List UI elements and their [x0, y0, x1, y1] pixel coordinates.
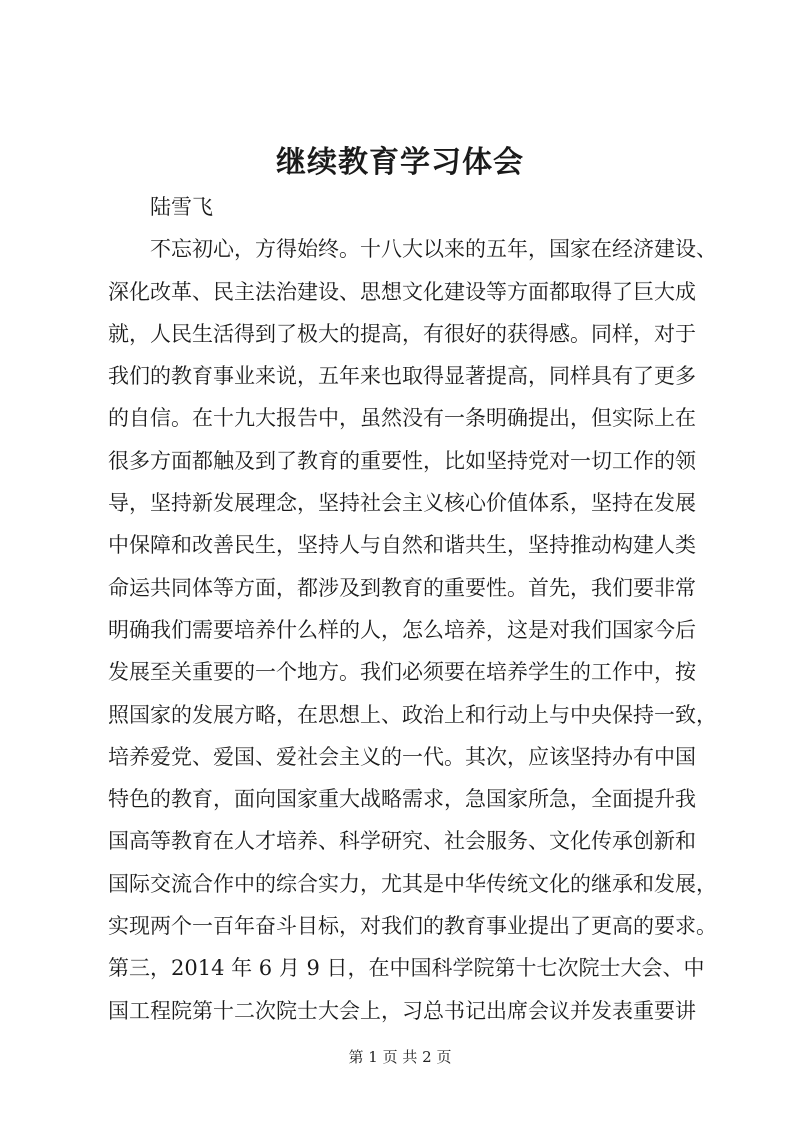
paragraph-line: [108, 313, 708, 355]
paragraph-text: 实现两个一百年奋斗目标，对我们的教育事业提出了更高的要求。: [108, 914, 717, 939]
paragraph-text: 照国家的发展方略，在思想上、政治上和行动上与中央保持一致，: [108, 702, 717, 727]
page-indicator: 第 1 页 共 2 页: [348, 1048, 452, 1066]
document-body: [108, 186, 717, 1032]
author-name: 陆雪飞: [150, 195, 213, 219]
paragraph-line: [108, 863, 717, 905]
paragraph-line: [108, 482, 708, 524]
paragraph-text: 的自信。在十九大报告中，虽然没有一条明确提出，但实际上在: [108, 406, 696, 431]
paragraph-text: 第三，2014 年 6 月 9 日，在中国科学院第十七次院士大会、中: [108, 956, 705, 981]
paragraph-line: [108, 524, 708, 566]
paragraph-line: [108, 905, 717, 947]
paragraph-text: 明确我们需要培养什么样的人，怎么培养，这是对我们国家今后: [108, 617, 696, 642]
paragraph-line: [108, 778, 708, 820]
paragraph-text: 培养爱党、爱国、爱社会主义的一代。其次，应该坚持办有中国: [108, 744, 696, 769]
paragraph-text: 特色的教育，面向国家重大战略需求，急国家所急，全面提升我: [108, 787, 696, 812]
paragraph-text: 国际交流合作中的综合实力，尤其是中华传统文化的继承和发展，: [108, 871, 717, 896]
paragraph-line: [108, 567, 708, 609]
author-line: [108, 186, 708, 228]
paragraph-text: 命运共同体等方面，都涉及到教育的重要性。首先，我们要非常: [108, 575, 696, 600]
paragraph-line: [108, 609, 708, 651]
paragraph-text: 发展至关重要的一个地方。我们必须要在培养学生的工作中，按: [108, 660, 696, 685]
paragraph-text: 国高等教育在人才培养、科学研究、社会服务、文化传承创新和: [108, 829, 696, 854]
paragraph-line: [108, 990, 708, 1032]
paragraph-line: [108, 820, 708, 862]
paragraph-line: [108, 397, 708, 439]
paragraph-text: 我们的教育事业来说，五年来也取得显著提高，同样具有了更多: [108, 364, 696, 389]
paragraph-line: [108, 271, 708, 313]
paragraph-text: 就，人民生活得到了极大的提高，有很好的获得感。同样，对于: [108, 321, 696, 346]
paragraph-line: [108, 947, 708, 989]
paragraph-line: [108, 440, 708, 482]
paragraph-text: 很多方面都触及到了教育的重要性，比如坚持党对一切工作的领: [108, 448, 696, 473]
document-title: 继续教育学习体会: [276, 145, 524, 180]
paragraph-text: 国工程院第十二次院士大会上，习总书记出席会议并发表重要讲: [108, 998, 696, 1023]
paragraph-line: [108, 694, 717, 736]
paragraph-line: [108, 651, 708, 693]
paragraph-text: 中保障和改善民生，坚持人与自然和谐共生，坚持推动构建人类: [108, 533, 696, 558]
paragraph-text: 导，坚持新发展理念，坚持社会主义核心价值体系，坚持在发展: [108, 491, 696, 516]
paragraph-line: [108, 355, 708, 397]
paragraph-line: [108, 736, 708, 778]
paragraph-text: 不忘初心，方得始终。十八大以来的五年，国家在经济建设、: [150, 237, 717, 262]
paragraph-line: [108, 228, 717, 270]
paragraph-text: 深化改革、民主法治建设、思想文化建设等方面都取得了巨大成: [108, 279, 696, 304]
